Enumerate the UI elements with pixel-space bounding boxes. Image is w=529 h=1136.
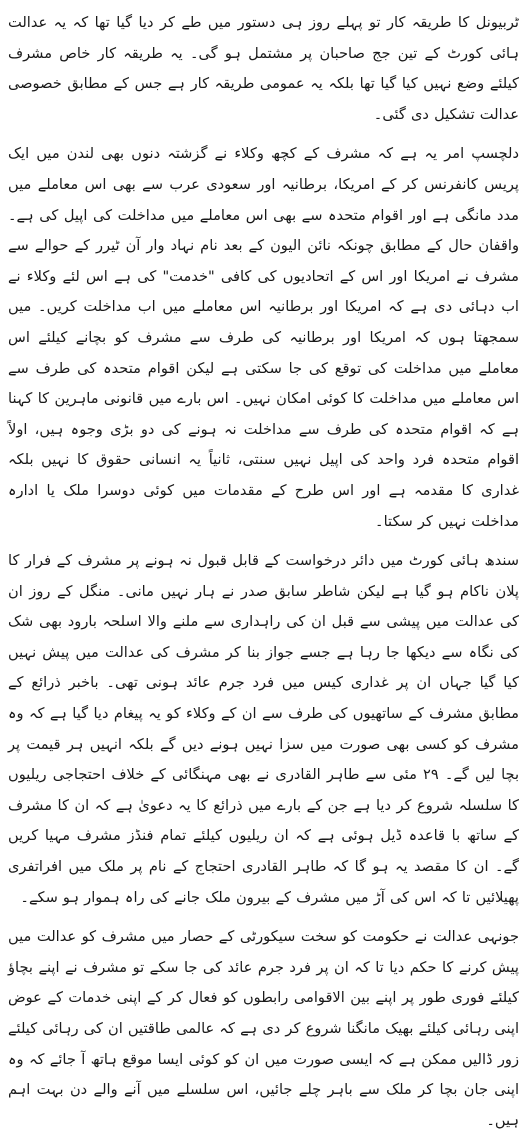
paragraph-lawyers-appeal: دلچسپ امر یہ ہے کہ مشرف کے کچھ وکلاء نے گزشتہ دنوں بھی لندن میں ایک پریس کانفرنس کر کے امریکا، برطانیہ اور سعودی عرب سے بھی اس معاملے میں مدد مانگی ہے اور اقوام متحدہ سے بھی اس معاملے میں مداخلت کی اپیل کی ہے۔ واقفان حال کے مطابق چونکہ نائن الیون کے بعد نام نہاد وار آن ٹیرر کے حوالے سے مشرف نے امریکا اور اس کے اتحادیوں کی کافی "خدمت" کی ہے اس لئے وکلاء نے اب دہائی دی ہے کہ امریکا اور برطانیہ اس معاملے میں اب مداخلت کریں۔ میں سمجھتا ہوں کہ امریکا اور برطانیہ کی طرف سے مشرف کو بچانے کیلئے اس معاملے میں مداخلت کی توقع کی جا سکتی ہے لیکن اقوام متحدہ کی طرف سے اس معاملے میں مداخلت کا کوئی امکان نہیں۔ اس بارے میں قانونی ماہرین کا کہنا ہے کہ اقوام متحدہ کی طرف سے مداخلت نہ ہونے کی دو بڑی وجوہ ہیں، اولاً اقوام متحدہ فرد واحد کی اپیل نہیں سنتی، ثانیاً یہ انسانی حقوق کا نہیں بلکہ غداری کا مقدمہ ہے اور اس طرح کے مقدمات میں کوئی دوسرا ملک یا ادارہ مداخلت نہیں کر سکتا۔ [8,145,519,530]
paragraph-gap [8,537,519,546]
paragraph-gap [8,130,519,139]
paragraph-tribunal-procedure: ٹربیونل کا طریقہ کار تو پہلے روز ہی دستور میں طے کر دیا گیا تھا کہ یہ عدالت ہائی کورٹ کے تین جج صاحبان پر مشتمل ہو گی۔ یہ طریقہ کار خاص مشرف کیلئے وضع نہیں کیا گیا تھا بلکہ یہ عمومی طریقہ کار ہے جس کے مطابق خصوصی عدالت تشکیل دی گئی۔ [8,14,519,123]
paragraph-escape-plan: سندھ ہائی کورٹ میں دائر درخواست کے قابل قبول نہ ہونے پر مشرف کے فرار کا پلان ناکام ہو گیا ہے لیکن شاطر سابق صدر نے ہار نہیں مانی۔ منگل کے روز ان کی عدالت میں پیشی سے قبل ان کی راہداری سے ملنے والا اسلحہ بارود بھی شک کی نگاہ سے دیکھا جا رہا ہے جسے جواز بنا کر مشرف کی عدالت میں پیش نہیں کیا گیا جہاں ان پر غداری کیس میں فرد جرم عائد ہونی تھی۔ باخبر ذرائع کے مطابق مشرف کے ساتھیوں کی طرف سے ان کے وکلاء کو یہ پیغام دیا گیا ہے کہ وہ مشرف کو کسی بھی صورت میں سزا نہیں ہونے دیں گے بلکہ انہیں ہر قیمت پر بچا لیں گے۔ ۲۹ مئی سے طاہر القادری نے بھی مہنگائی کے خلاف احتجاجی ریلیوں کا سلسلہ شروع کر دیا ہے جن کے بارے میں ذرائع کا یہ دعویٰ ہے کہ ان کا مشرف کے ساتھ با قاعدہ ڈیل ہوئی ہے کہ ان ریلیوں کیلئے تمام فنڈز مشرف مہیا کریں گے۔ ان کا مقصد یہ ہو گا کہ طاہر القادری احتجاج کے نام پر ملک میں افراتفری پھیلائیں تا کہ اس کی آڑ میں مشرف کے بیرون ملک جانے کی راہ ہموار ہو سکے۔ [8,552,520,906]
paragraph-gap [8,913,519,922]
paragraph-court-order: جونہی عدالت نے حکومت کو سخت سیکورٹی کے حصار میں مشرف کو عدالت میں پیش کرنے کا حکم دیا تا کہ ان پر فرد جرم عائد کی جا سکے تو مشرف نے اپنے بچاؤ کیلئے فوری طور پر اپنے بین الاقوامی رابطوں کو فعال کر کے اپنی خدمات کے عوض اپنی رہائی کیلئے بھیک مانگنا شروع کر دی ہے کہ عالمی طاقتیں ان کی رہائی کیلئے زور ڈالیں ممکن ہے کہ ایسی صورت میں ان کو کوئی ایسا موقع ہاتھ آ جائے کہ وہ اپنی جان بچا کر ملک سے باہر چلے جائیں، اس سلسلے میں آنے والے دن بہت اہم ہیں۔ [8,928,519,1129]
